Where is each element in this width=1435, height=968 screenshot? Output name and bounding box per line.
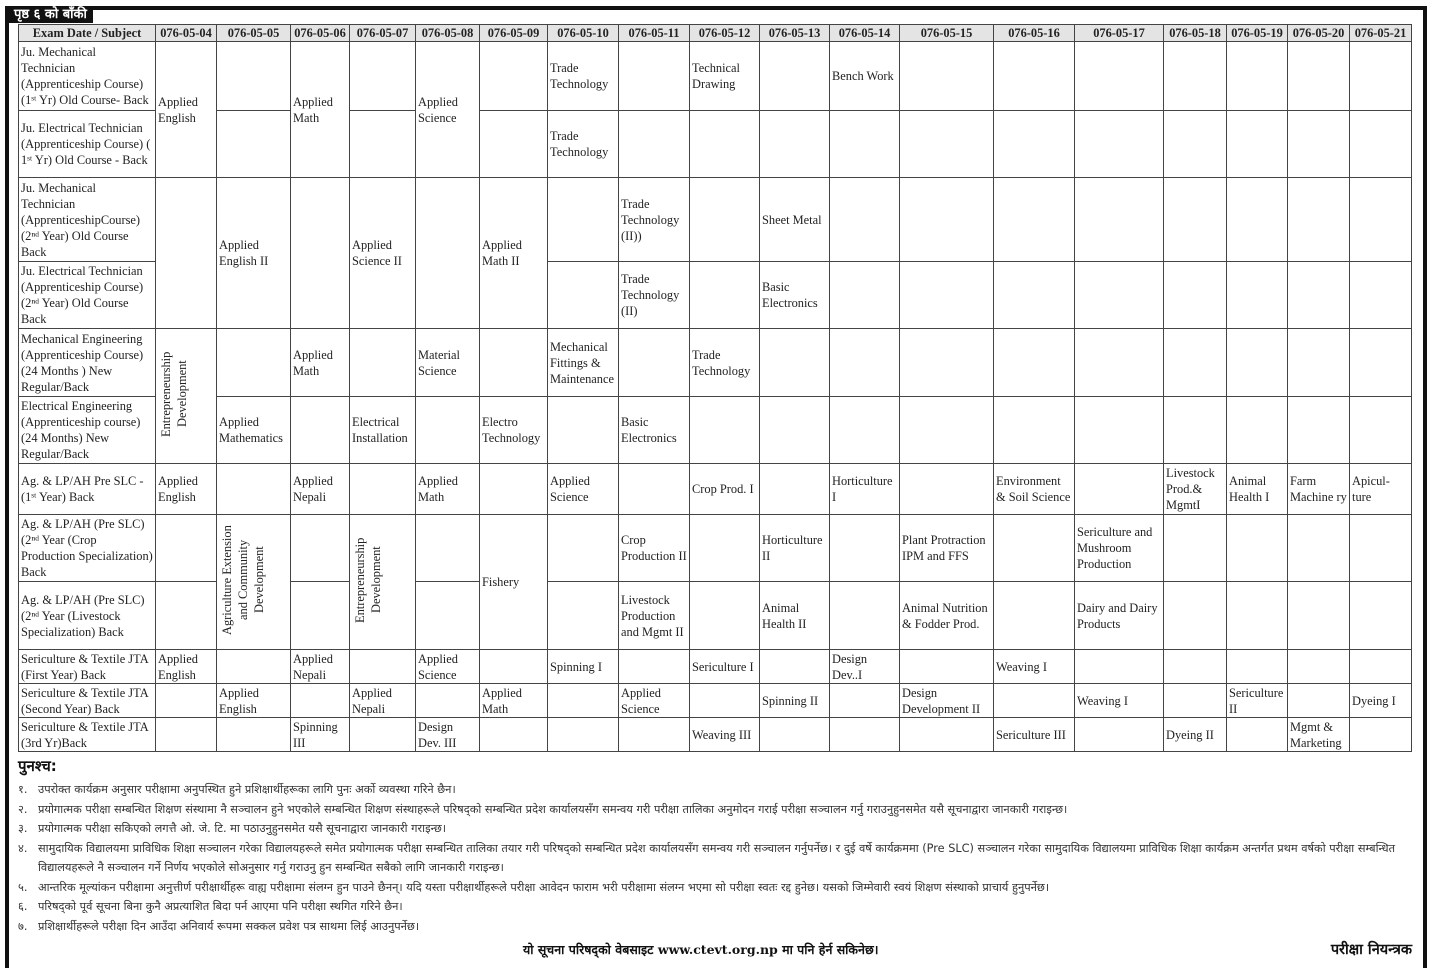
empty-cell (217, 111, 291, 178)
empty-cell (350, 650, 416, 684)
empty-cell (1164, 650, 1227, 684)
empty-cell (1075, 178, 1164, 262)
subject-cell: Material Science (416, 329, 480, 397)
empty-cell (1227, 178, 1288, 262)
empty-cell (350, 111, 416, 178)
header-date: 076-05-11 (619, 25, 690, 42)
empty-cell (1350, 718, 1412, 752)
table-row (19, 464, 1412, 515)
empty-cell (217, 650, 291, 684)
note-number: २. (18, 802, 28, 816)
subject-cell: Applied Math (291, 329, 350, 397)
note-text: प्रयोगात्मक परीक्षा सकिएको लगत्तै ओ. जे. टि. मा पठाउनुहुनसमेत यसै सूचनाद्वारा जानकारी गराइन्छ। (38, 822, 447, 835)
empty-cell (1288, 178, 1350, 262)
subject-cell: Applied Science (548, 464, 619, 515)
empty-cell (217, 464, 291, 515)
subject-cell: Animal Health I (1227, 464, 1288, 515)
empty-cell (690, 111, 760, 178)
notes-list (18, 780, 1412, 936)
empty-cell (291, 515, 350, 582)
header-date: 076-05-16 (994, 25, 1075, 42)
empty-cell (900, 42, 994, 111)
empty-cell (350, 329, 416, 397)
empty-cell (994, 684, 1075, 718)
empty-cell (994, 262, 1075, 329)
subject-cell: Basic Electronics (760, 262, 830, 329)
subject-cell: Livestock Prod.& MgmtI (1164, 464, 1227, 515)
course-label: Mechanical Engineering (Apprenticeship Course) (24 Months ) New Regular/Back (19, 329, 156, 397)
table-row (19, 397, 1412, 464)
empty-cell (480, 42, 548, 111)
header-exam-date-subject: Exam Date / Subject (19, 25, 156, 42)
subject-cell: Applied English (156, 650, 217, 684)
empty-cell (994, 111, 1075, 178)
empty-cell (760, 718, 830, 752)
empty-cell (1075, 42, 1164, 111)
course-label: Ag. & LP/AH (Pre SLC) (2ⁿᵈ Year (Livestock Specialization) Back (19, 582, 156, 650)
note-item (18, 800, 1412, 820)
course-label: Sericulture & Textile JTA (Second Year) Back (19, 684, 156, 718)
notes-section (18, 756, 1412, 936)
header-date: 076-05-21 (1350, 25, 1412, 42)
note-text: परिषद्को पूर्व सूचना बिना कुनै अप्रत्याशित बिदा पर्न आएमा पनि परीक्षा स्थगित गरिने छैन। (38, 900, 403, 913)
empty-cell (291, 178, 350, 329)
subject-cell: Sericulture II (1227, 684, 1288, 718)
empty-cell (1075, 464, 1164, 515)
empty-cell (1350, 650, 1412, 684)
empty-cell (156, 684, 217, 718)
note-number: ४. (18, 841, 28, 855)
note-item (18, 780, 1412, 800)
empty-cell (480, 329, 548, 397)
empty-cell (217, 718, 291, 752)
subject-cell: Mechanical Fittings & Maintenance (548, 329, 619, 397)
subject-cell: Livestock Production and Mgmt II (619, 582, 690, 650)
subject-cell (350, 515, 416, 650)
empty-cell (480, 464, 548, 515)
table-row (19, 650, 1412, 684)
header-date: 076-05-17 (1075, 25, 1164, 42)
note-number: ६. (18, 900, 28, 913)
subject-cell: Applied Math (416, 464, 480, 515)
course-label: Electrical Engineering (Apprenticeship course) (24 Months) New Regular/Back (19, 397, 156, 464)
subject-cell: Applied English (156, 42, 217, 178)
notes-heading: पुनश्च: (18, 757, 57, 775)
empty-cell (1350, 111, 1412, 178)
header-date: 076-05-18 (1164, 25, 1227, 42)
subject-cell: Design Development II (900, 684, 994, 718)
empty-cell (1350, 582, 1412, 650)
empty-cell (690, 515, 760, 582)
subject-cell: Spinning III (291, 718, 350, 752)
subject-cell: Spinning II (760, 684, 830, 718)
course-label: Ju. Electrical Technician (Apprenticeship Course) (2ⁿᵈ Year) Old Course Back (19, 262, 156, 329)
subject-cell: Applied English II (217, 178, 291, 329)
empty-cell (480, 111, 548, 178)
subject-cell: Weaving I (1075, 684, 1164, 718)
empty-cell (1075, 329, 1164, 397)
empty-cell (1350, 42, 1412, 111)
subject-cell: Plant Protraction IPM and FFS (900, 515, 994, 582)
empty-cell (690, 262, 760, 329)
empty-cell (830, 329, 900, 397)
empty-cell (619, 718, 690, 752)
header-date: 076-05-05 (217, 25, 291, 42)
subject-cell: Applied Math II (480, 178, 548, 329)
subject-cell (156, 329, 217, 464)
subject-cell: Applied English (156, 464, 217, 515)
empty-cell (217, 329, 291, 397)
empty-cell (416, 397, 480, 464)
subject-cell: Sericulture III (994, 718, 1075, 752)
subject-cell: Applied English (217, 684, 291, 718)
empty-cell (619, 464, 690, 515)
footer-line (18, 940, 1412, 960)
table-row (19, 329, 1412, 397)
header-date: 076-05-09 (480, 25, 548, 42)
subject-cell: Bench Work (830, 42, 900, 111)
note-text: आन्तरिक मूल्यांकन परीक्षामा अनुत्तीर्ण परीक्षार्थीहरू वाह्य परीक्षामा संलग्न हुन पाउने छैनन्। यदि यस्ता परीक्षार्थीहरूले परीक्षा आवेदन फाराम भरी परीक्षामा संलग्न भएमा सो परीक्षा स्वतः रद्द हुनेछ। यसको जिम्मेवारी स्वयं शिक्षण संस्थाको प्राचार्य हुनुपर्नेछ। (38, 880, 1050, 894)
empty-cell (416, 515, 480, 582)
empty-cell (900, 650, 994, 684)
empty-cell (690, 178, 760, 262)
table-row (19, 111, 1412, 178)
empty-cell (1227, 397, 1288, 464)
header-date: 076-05-20 (1288, 25, 1350, 42)
header-date: 076-05-07 (350, 25, 416, 42)
empty-cell (830, 262, 900, 329)
empty-cell (760, 42, 830, 111)
empty-cell (548, 582, 619, 650)
subject-cell: Weaving III (690, 718, 760, 752)
empty-cell (350, 464, 416, 515)
course-label: Ju. Electrical Technician (Apprenticeship Course) ( 1ˢᵗ Yr) Old Course - Back (19, 111, 156, 178)
empty-cell (1288, 684, 1350, 718)
subject-cell: Design Dev. III (416, 718, 480, 752)
note-number: ५. (18, 880, 28, 894)
empty-cell (548, 262, 619, 329)
empty-cell (619, 42, 690, 111)
empty-cell (1164, 515, 1227, 582)
note-text: प्रयोगात्मक परीक्षा सम्बन्धित शिक्षण संस्थामा नै सञ्चालन हुने भएकोले सम्बन्धित शिक्षण संस्थाहरूले परिषद्को सम्बन्धित प्रदेश कार्यालयसँग समन्वय गरी परीक्षा तालिका अनुमोदन गराई परीक्षा सञ्चालन गर्नु गराउनुहुनसमेत यसै सूचनाद्वारा जानकारी गराइन्छ। (38, 802, 1068, 816)
header-date: 076-05-12 (690, 25, 760, 42)
empty-cell (690, 582, 760, 650)
note-text: प्रशिक्षार्थीहरूले परीक्षा दिन आउँदा अनिवार्य रूपमा सक्कल प्रवेश पत्र साथमा लिई आउनुपर्नेछ। (38, 919, 420, 933)
subject-cell: Dairy and Dairy Products (1075, 582, 1164, 650)
empty-cell (1164, 42, 1227, 111)
note-number: ७. (18, 919, 28, 933)
empty-cell (1288, 582, 1350, 650)
empty-cell (830, 684, 900, 718)
table-row (19, 42, 1412, 111)
empty-cell (760, 650, 830, 684)
empty-cell (690, 397, 760, 464)
course-label: Sericulture & Textile JTA (3rd Yr)Back (19, 718, 156, 752)
empty-cell (830, 718, 900, 752)
subject-cell (217, 515, 291, 650)
header-date: 076-05-04 (156, 25, 217, 42)
subject-cell: Horticulture I (830, 464, 900, 515)
subject-cell: Crop Production II (619, 515, 690, 582)
subject-cell: Trade Technology (II)) (619, 178, 690, 262)
empty-cell (1227, 650, 1288, 684)
empty-cell (548, 178, 619, 262)
subject-cell: Fishery (480, 515, 548, 650)
table-row (19, 684, 1412, 718)
subject-cell: Applied Nepali (350, 684, 416, 718)
course-label: Ju. Mechanical Technician (Apprenticeship Course) (1ˢᵗ Yr) Old Course- Back (19, 42, 156, 111)
note-text: सामुदायिक विद्यालयमा प्राविधिक शिक्षा सञ्चालन गरेका विद्यालयहरूले समेत प्रयोगात्मक परीक्षा सम्बन्धित तालिका तयार गरी परिषद्को सम्बन्धित प्रदेश कार्यालयसँग समन्वय गरी सञ्चालन गर्नुपर्नेछ। र दुई वर्षे कार्यक्रममा (Pre SLC) सञ्चालन गरेका सामुदायिक विद्यालयमा प्राविधिक शिक्षा कार्यक्रम अन्तर्गत प्रथम वर्षको परीक्षा सम्बन्धित विद्यालयहरूले नै सञ्चालन गर्ने निर्णय भएकोले सोअनुसार गर्नु गराउनु हुन सम्बन्धित सबैको लागि जानकारी गराइन्छ। (38, 841, 1396, 874)
course-label: Ag. & LP/AH (Pre SLC) (2ⁿᵈ Year (Crop Production Specialization) Back (19, 515, 156, 582)
subject-vertical-text: Entrepreneurship Development (159, 351, 189, 437)
empty-cell (156, 582, 217, 650)
subject-vertical-text: Agriculture Extension and Community Development (220, 525, 266, 635)
empty-cell (994, 178, 1075, 262)
note-number: १. (18, 783, 28, 796)
note-item (18, 897, 1412, 917)
empty-cell (1164, 111, 1227, 178)
signature-exam-controller: परीक्षा नियन्त्रक (1330, 942, 1412, 958)
course-label: Sericulture & Textile JTA (First Year) Back (19, 650, 156, 684)
empty-cell (1350, 397, 1412, 464)
subject-cell: Applied Mathematics (217, 397, 291, 464)
subject-cell: Trade Technology (548, 111, 619, 178)
empty-cell (690, 684, 760, 718)
subject-cell: Applied Science (619, 684, 690, 718)
empty-cell (1350, 329, 1412, 397)
empty-cell (156, 718, 217, 752)
table-row (19, 718, 1412, 752)
empty-cell (1227, 42, 1288, 111)
empty-cell (548, 684, 619, 718)
empty-cell (548, 515, 619, 582)
website-note: यो सूचना परिषद्को वेबसाइट www.ctevt.org.np मा पनि हेर्न सकिनेछ। (523, 942, 879, 957)
note-item (18, 839, 1412, 878)
empty-cell (1164, 178, 1227, 262)
course-label: Ag. & LP/AH Pre SLC -(1ˢᵗ Year) Back (19, 464, 156, 515)
empty-cell (1075, 111, 1164, 178)
empty-cell (548, 718, 619, 752)
empty-cell (1288, 650, 1350, 684)
empty-cell (760, 397, 830, 464)
empty-cell (1288, 111, 1350, 178)
empty-cell (1227, 329, 1288, 397)
subject-cell: Sheet Metal (760, 178, 830, 262)
empty-cell (1075, 262, 1164, 329)
empty-cell (994, 42, 1075, 111)
empty-cell (291, 582, 350, 650)
empty-cell (1227, 582, 1288, 650)
note-item (18, 819, 1412, 839)
note-item (18, 917, 1412, 937)
empty-cell (548, 397, 619, 464)
empty-cell (900, 464, 994, 515)
subject-cell: Sericulture I (690, 650, 760, 684)
empty-cell (830, 515, 900, 582)
empty-cell (1288, 42, 1350, 111)
empty-cell (480, 718, 548, 752)
page-content (18, 0, 1412, 968)
subject-vertical-text: Entrepreneurship Development (353, 537, 383, 623)
subject-cell: Spinning I (548, 650, 619, 684)
table-row (19, 178, 1412, 262)
note-text: उपरोक्त कार्यक्रम अनुसार परीक्षामा अनुपस्थित हुने प्रशिक्षार्थीहरूका लागि पुनः अर्को व्यवस्था गरिने छैन। (38, 783, 456, 796)
subject-cell: Technical Drawing (690, 42, 760, 111)
empty-cell (1164, 684, 1227, 718)
empty-cell (994, 329, 1075, 397)
subject-cell: Applied Science (416, 42, 480, 178)
empty-cell (760, 329, 830, 397)
empty-cell (1075, 718, 1164, 752)
subject-cell: Trade Technology (II) (619, 262, 690, 329)
subject-cell: Design Dev..I (830, 650, 900, 684)
subject-cell: Weaving I (994, 650, 1075, 684)
subject-cell: Trade Technology (690, 329, 760, 397)
empty-cell (994, 397, 1075, 464)
empty-cell (1350, 515, 1412, 582)
header-date: 076-05-19 (1227, 25, 1288, 42)
subject-cell: Applied Nepali (291, 464, 350, 515)
empty-cell (1288, 262, 1350, 329)
empty-cell (994, 515, 1075, 582)
course-label: Ju. Mechanical Technician (ApprenticeshipCourse) (2ⁿᵈ Year) Old Course Back (19, 178, 156, 262)
empty-cell (1164, 397, 1227, 464)
empty-cell (830, 111, 900, 178)
header-date: 076-05-14 (830, 25, 900, 42)
note-number: ३. (18, 822, 28, 835)
empty-cell (1350, 262, 1412, 329)
empty-cell (416, 684, 480, 718)
subject-cell: Basic Electronics (619, 397, 690, 464)
header-date: 076-05-13 (760, 25, 830, 42)
empty-cell (900, 111, 994, 178)
empty-cell (1227, 262, 1288, 329)
empty-cell (900, 178, 994, 262)
empty-cell (1227, 111, 1288, 178)
note-item (18, 878, 1412, 898)
subject-cell: Horticulture II (760, 515, 830, 582)
empty-cell (1164, 582, 1227, 650)
subject-cell: Sericulture and Mushroom Production (1075, 515, 1164, 582)
table-row (19, 515, 1412, 582)
empty-cell (350, 718, 416, 752)
header-date: 076-05-15 (900, 25, 994, 42)
empty-cell (217, 42, 291, 111)
empty-cell (1350, 178, 1412, 262)
empty-cell (1075, 650, 1164, 684)
empty-cell (760, 464, 830, 515)
empty-cell (900, 329, 994, 397)
subject-cell: Apicul-ture (1350, 464, 1412, 515)
subject-cell: Dyeing II (1164, 718, 1227, 752)
subject-cell: Applied Math (291, 42, 350, 178)
empty-cell (291, 397, 350, 464)
empty-cell (1075, 397, 1164, 464)
empty-cell (1288, 329, 1350, 397)
empty-cell (830, 397, 900, 464)
empty-cell (994, 582, 1075, 650)
subject-cell: Applied Science (416, 650, 480, 684)
header-date: 076-05-10 (548, 25, 619, 42)
empty-cell (350, 42, 416, 111)
empty-cell (830, 178, 900, 262)
empty-cell (156, 178, 217, 329)
empty-cell (1164, 329, 1227, 397)
empty-cell (900, 397, 994, 464)
empty-cell (1288, 397, 1350, 464)
subject-cell: Trade Technology (548, 42, 619, 111)
subject-cell: Electrical Installation (350, 397, 416, 464)
table-header-row (19, 25, 1412, 42)
subject-cell: Environment & Soil Science (994, 464, 1075, 515)
subject-cell: Animal Health II (760, 582, 830, 650)
empty-cell (900, 262, 994, 329)
empty-cell (760, 111, 830, 178)
subject-cell: Crop Prod. I (690, 464, 760, 515)
page-continuation-tag: पृष्ठ ६ को बाँकी (8, 6, 93, 23)
empty-cell (416, 178, 480, 329)
empty-cell (1164, 262, 1227, 329)
empty-cell (1288, 515, 1350, 582)
empty-cell (156, 515, 217, 582)
subject-cell: Farm Machine ry (1288, 464, 1350, 515)
subject-cell: Electro Technology (480, 397, 548, 464)
empty-cell (619, 329, 690, 397)
empty-cell (900, 718, 994, 752)
subject-cell: Applied Math (480, 684, 548, 718)
empty-cell (619, 111, 690, 178)
subject-cell: Mgmt & Marketing (1288, 718, 1350, 752)
subject-cell: Applied Science II (350, 178, 416, 329)
empty-cell (830, 582, 900, 650)
empty-cell (291, 684, 350, 718)
empty-cell (480, 650, 548, 684)
subject-cell: Animal Nutrition & Fodder Prod. (900, 582, 994, 650)
empty-cell (416, 582, 480, 650)
header-date: 076-05-06 (291, 25, 350, 42)
empty-cell (1227, 718, 1288, 752)
subject-cell: Applied Nepali (291, 650, 350, 684)
subject-cell: Dyeing I (1350, 684, 1412, 718)
empty-cell (619, 650, 690, 684)
exam-schedule-table (18, 24, 1412, 752)
empty-cell (1227, 515, 1288, 582)
header-date: 076-05-08 (416, 25, 480, 42)
